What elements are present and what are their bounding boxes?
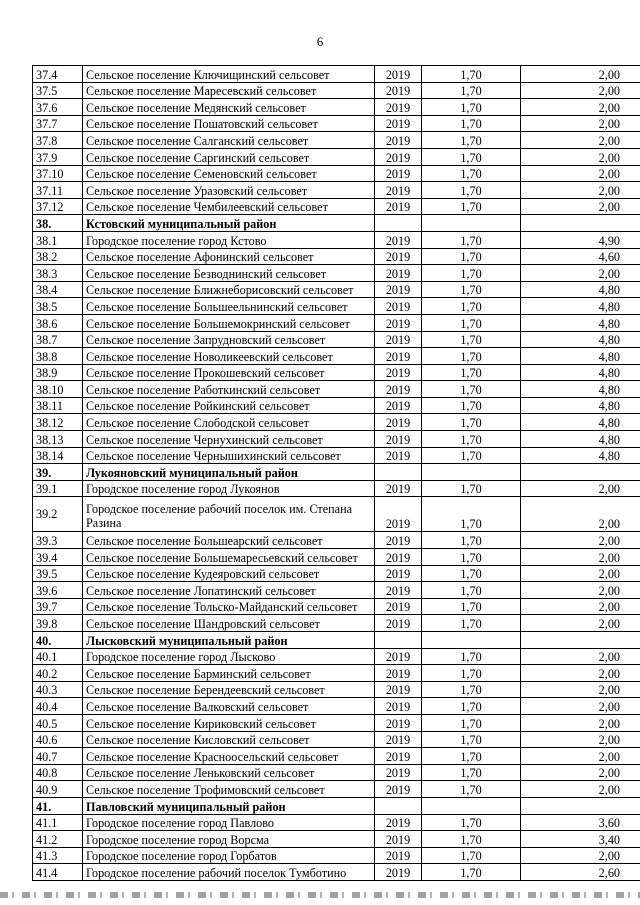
row-number: 37.7 <box>33 115 83 132</box>
row-number: 41.4 <box>33 864 83 881</box>
page-number: 6 <box>316 34 324 49</box>
table-row <box>33 182 640 199</box>
value-a-cell: 1,70 <box>422 99 521 116</box>
settlement-name: Сельское поселение Ближнеборисовский сельсовет <box>83 281 375 298</box>
row-number: 39. <box>33 464 83 481</box>
value-a-cell: 1,70 <box>422 864 521 881</box>
value-a-cell: 1,70 <box>422 665 521 682</box>
value-a-cell <box>422 464 521 481</box>
table-row <box>33 864 640 881</box>
year-cell: 2019 <box>375 314 422 331</box>
settlement-name: Сельское поселение Большеарский сельсовет <box>83 532 375 549</box>
settlement-name: Сельское поселение Семеновский сельсовет <box>83 165 375 182</box>
table-row <box>33 447 640 464</box>
row-number: 37.12 <box>33 198 83 215</box>
year-cell: 2019 <box>375 115 422 132</box>
table-row <box>33 265 640 282</box>
table-row <box>33 132 640 149</box>
value-b-cell: 4,80 <box>521 314 640 331</box>
row-number: 38.9 <box>33 364 83 381</box>
row-number: 39.1 <box>33 480 83 497</box>
settlement-name: Лукояновский муниципальный район <box>83 464 375 481</box>
table-row <box>33 598 640 615</box>
year-cell: 2019 <box>375 132 422 149</box>
value-a-cell: 1,70 <box>422 115 521 132</box>
year-cell: 2019 <box>375 648 422 665</box>
value-b-cell: 2,00 <box>521 480 640 497</box>
table-row <box>33 231 640 248</box>
year-cell: 2019 <box>375 714 422 731</box>
value-a-cell: 1,70 <box>422 698 521 715</box>
value-b-cell: 2,00 <box>521 165 640 182</box>
table-row <box>33 648 640 665</box>
value-a-cell: 1,70 <box>422 397 521 414</box>
value-b-cell: 2,00 <box>521 82 640 99</box>
settlement-name: Сельское поселение Красноосельский сельсовет <box>83 748 375 765</box>
year-cell: 2019 <box>375 381 422 398</box>
row-number: 40.8 <box>33 764 83 781</box>
value-b-cell: 4,80 <box>521 381 640 398</box>
value-a-cell: 1,70 <box>422 265 521 282</box>
value-a-cell: 1,70 <box>422 447 521 464</box>
settlement-name: Сельское поселение Новоликеевский сельсовет <box>83 348 375 365</box>
value-a-cell: 1,70 <box>422 66 521 83</box>
settlement-name: Сельское поселение Лопатинский сельсовет <box>83 582 375 599</box>
value-b-cell: 2,00 <box>521 99 640 116</box>
row-number: 40.3 <box>33 681 83 698</box>
district-row <box>33 215 640 232</box>
settlement-name: Сельское поселение Шандровский сельсовет <box>83 615 375 632</box>
scan-artifact <box>0 892 640 898</box>
row-number: 39.4 <box>33 549 83 566</box>
row-number: 40. <box>33 632 83 649</box>
table-row <box>33 314 640 331</box>
table-row <box>33 681 640 698</box>
row-number: 40.6 <box>33 731 83 748</box>
value-b-cell: 2,00 <box>521 66 640 83</box>
settlement-name: Сельское поселение Чернышихинский сельсовет <box>83 447 375 464</box>
value-b-cell: 2,00 <box>521 532 640 549</box>
value-b-cell: 4,80 <box>521 364 640 381</box>
value-b-cell: 2,00 <box>521 598 640 615</box>
row-number: 38.4 <box>33 281 83 298</box>
value-a-cell <box>422 215 521 232</box>
settlement-name: Сельское поселение Пошатовский сельсовет <box>83 115 375 132</box>
settlement-name: Сельское поселение Кириковский сельсовет <box>83 714 375 731</box>
settlement-name: Сельское поселение Валковский сельсовет <box>83 698 375 715</box>
value-a-cell: 1,70 <box>422 847 521 864</box>
value-a-cell: 1,70 <box>422 497 521 532</box>
value-a-cell: 1,70 <box>422 248 521 265</box>
year-cell: 2019 <box>375 781 422 798</box>
value-b-cell <box>521 215 640 232</box>
value-b-cell: 4,80 <box>521 331 640 348</box>
year-cell: 2019 <box>375 731 422 748</box>
table-row <box>33 414 640 431</box>
value-a-cell: 1,70 <box>422 314 521 331</box>
table-row <box>33 66 640 83</box>
row-number: 39.6 <box>33 582 83 599</box>
row-number: 40.1 <box>33 648 83 665</box>
year-cell: 2019 <box>375 480 422 497</box>
table-row <box>33 698 640 715</box>
value-a-cell <box>422 797 521 814</box>
year-cell: 2019 <box>375 198 422 215</box>
year-cell: 2019 <box>375 182 422 199</box>
settlement-name: Городское поселение рабочий поселок им. Степана Разина <box>83 497 375 532</box>
value-a-cell: 1,70 <box>422 648 521 665</box>
year-cell: 2019 <box>375 364 422 381</box>
value-a-cell: 1,70 <box>422 681 521 698</box>
settlement-name: Сельское поселение Ключищинский сельсовет <box>83 66 375 83</box>
year-cell: 2019 <box>375 431 422 448</box>
row-number: 39.8 <box>33 615 83 632</box>
settlement-name: Сельское поселение Медянский сельсовет <box>83 99 375 116</box>
settlement-name: Павловский муниципальный район <box>83 797 375 814</box>
settlement-name: Сельское поселение Леньковский сельсовет <box>83 764 375 781</box>
value-b-cell: 3,60 <box>521 814 640 831</box>
settlement-name: Сельское поселение Саргинский сельсовет <box>83 148 375 165</box>
value-b-cell: 2,00 <box>521 748 640 765</box>
row-number: 38.7 <box>33 331 83 348</box>
settlement-name: Сельское поселение Кудеяровский сельсовет <box>83 565 375 582</box>
value-b-cell: 2,00 <box>521 665 640 682</box>
settlement-name: Сельское поселение Кисловский сельсовет <box>83 731 375 748</box>
year-cell <box>375 797 422 814</box>
row-number: 38.10 <box>33 381 83 398</box>
value-b-cell: 4,60 <box>521 248 640 265</box>
table-row <box>33 298 640 315</box>
value-b-cell: 2,00 <box>521 148 640 165</box>
year-cell: 2019 <box>375 665 422 682</box>
value-a-cell: 1,70 <box>422 231 521 248</box>
row-number: 37.10 <box>33 165 83 182</box>
year-cell: 2019 <box>375 165 422 182</box>
value-b-cell: 2,00 <box>521 714 640 731</box>
settlement-name: Сельское поселение Безводнинский сельсовет <box>83 265 375 282</box>
year-cell: 2019 <box>375 447 422 464</box>
value-b-cell: 2,00 <box>521 549 640 566</box>
settlement-name: Городское поселение город Лукоянов <box>83 480 375 497</box>
row-number: 40.2 <box>33 665 83 682</box>
table-row <box>33 731 640 748</box>
settlement-name: Сельское поселение Большемокринский сельсовет <box>83 314 375 331</box>
year-cell: 2019 <box>375 615 422 632</box>
year-cell: 2019 <box>375 598 422 615</box>
year-cell <box>375 464 422 481</box>
value-a-cell: 1,70 <box>422 414 521 431</box>
table-body <box>33 66 640 881</box>
year-cell <box>375 215 422 232</box>
table-row <box>33 565 640 582</box>
settlement-name: Кстовский муниципальный район <box>83 215 375 232</box>
year-cell: 2019 <box>375 265 422 282</box>
value-a-cell: 1,70 <box>422 165 521 182</box>
row-number: 37.8 <box>33 132 83 149</box>
row-number: 38.11 <box>33 397 83 414</box>
settlement-name: Сельское поселение Слободской сельсовет <box>83 414 375 431</box>
settlement-name: Сельское поселение Трофимовский сельсовет <box>83 781 375 798</box>
table-row <box>33 814 640 831</box>
year-cell: 2019 <box>375 698 422 715</box>
settlement-name: Сельское поселение Салганский сельсовет <box>83 132 375 149</box>
year-cell: 2019 <box>375 281 422 298</box>
value-b-cell: 4,80 <box>521 298 640 315</box>
value-b-cell: 4,80 <box>521 348 640 365</box>
row-number: 38.6 <box>33 314 83 331</box>
table-row <box>33 582 640 599</box>
value-b-cell: 2,00 <box>521 198 640 215</box>
table-row <box>33 665 640 682</box>
value-a-cell: 1,70 <box>422 598 521 615</box>
settlement-name: Сельское поселение Барминский сельсовет <box>83 665 375 682</box>
value-b-cell <box>521 797 640 814</box>
settlements-table <box>32 65 640 881</box>
value-a-cell: 1,70 <box>422 132 521 149</box>
value-b-cell <box>521 632 640 649</box>
row-number: 38. <box>33 215 83 232</box>
value-a-cell: 1,70 <box>422 565 521 582</box>
year-cell: 2019 <box>375 582 422 599</box>
table-row <box>33 781 640 798</box>
value-a-cell: 1,70 <box>422 348 521 365</box>
value-b-cell: 2,00 <box>521 582 640 599</box>
value-a-cell: 1,70 <box>422 764 521 781</box>
settlement-name: Лысковский муниципальный район <box>83 632 375 649</box>
row-number: 38.1 <box>33 231 83 248</box>
table-row <box>33 532 640 549</box>
value-a-cell <box>422 632 521 649</box>
row-number: 37.4 <box>33 66 83 83</box>
value-a-cell: 1,70 <box>422 381 521 398</box>
row-number: 39.2 <box>33 497 83 532</box>
row-number: 38.5 <box>33 298 83 315</box>
settlement-name: Сельское поселение Большемаресьевский сельсовет <box>83 549 375 566</box>
value-a-cell: 1,70 <box>422 281 521 298</box>
value-b-cell: 2,60 <box>521 864 640 881</box>
row-number: 39.5 <box>33 565 83 582</box>
table-row <box>33 331 640 348</box>
settlement-name: Сельское поселение Прокошевский сельсовет <box>83 364 375 381</box>
value-b-cell: 2,00 <box>521 132 640 149</box>
table-row <box>33 431 640 448</box>
settlement-name: Сельское поселение Афонинский сельсовет <box>83 248 375 265</box>
row-number: 40.7 <box>33 748 83 765</box>
value-a-cell: 1,70 <box>422 714 521 731</box>
value-b-cell: 3,40 <box>521 831 640 848</box>
year-cell: 2019 <box>375 681 422 698</box>
row-number: 41. <box>33 797 83 814</box>
value-b-cell: 4,80 <box>521 281 640 298</box>
row-number: 40.9 <box>33 781 83 798</box>
table-row <box>33 198 640 215</box>
year-cell: 2019 <box>375 864 422 881</box>
settlement-name: Сельское поселение Чернухинский сельсовет <box>83 431 375 448</box>
row-number: 38.14 <box>33 447 83 464</box>
table-row <box>33 764 640 781</box>
table-row <box>33 364 640 381</box>
value-b-cell: 4,80 <box>521 447 640 464</box>
year-cell: 2019 <box>375 298 422 315</box>
year-cell: 2019 <box>375 748 422 765</box>
row-number: 40.4 <box>33 698 83 715</box>
row-number: 37.5 <box>33 82 83 99</box>
settlement-name: Сельское поселение Тольско-Майданский сельсовет <box>83 598 375 615</box>
settlement-name: Сельское поселение Работкинский сельсовет <box>83 381 375 398</box>
settlement-name: Сельское поселение Большеельнинский сельсовет <box>83 298 375 315</box>
year-cell: 2019 <box>375 532 422 549</box>
table-row <box>33 165 640 182</box>
value-b-cell: 2,00 <box>521 182 640 199</box>
value-a-cell: 1,70 <box>422 198 521 215</box>
row-number: 38.3 <box>33 265 83 282</box>
table-row <box>33 281 640 298</box>
value-a-cell: 1,70 <box>422 331 521 348</box>
table-row <box>33 397 640 414</box>
year-cell: 2019 <box>375 549 422 566</box>
value-a-cell: 1,70 <box>422 364 521 381</box>
table-row <box>33 549 640 566</box>
year-cell: 2019 <box>375 331 422 348</box>
row-number: 37.11 <box>33 182 83 199</box>
district-row <box>33 632 640 649</box>
value-a-cell: 1,70 <box>422 781 521 798</box>
value-b-cell: 4,80 <box>521 397 640 414</box>
row-number: 38.8 <box>33 348 83 365</box>
value-a-cell: 1,70 <box>422 748 521 765</box>
table-row <box>33 615 640 632</box>
year-cell: 2019 <box>375 82 422 99</box>
settlement-name: Городское поселение город Горбатов <box>83 847 375 864</box>
row-number: 41.2 <box>33 831 83 848</box>
table-row <box>33 248 640 265</box>
row-number: 41.3 <box>33 847 83 864</box>
year-cell: 2019 <box>375 764 422 781</box>
value-b-cell: 2,00 <box>521 115 640 132</box>
value-b-cell: 2,00 <box>521 764 640 781</box>
value-a-cell: 1,70 <box>422 298 521 315</box>
value-b-cell: 4,80 <box>521 414 640 431</box>
value-a-cell: 1,70 <box>422 831 521 848</box>
row-number: 40.5 <box>33 714 83 731</box>
value-a-cell: 1,70 <box>422 814 521 831</box>
row-number: 37.9 <box>33 148 83 165</box>
year-cell: 2019 <box>375 248 422 265</box>
year-cell: 2019 <box>375 565 422 582</box>
row-number: 39.7 <box>33 598 83 615</box>
settlement-name: Сельское поселение Чембилеевский сельсовет <box>83 198 375 215</box>
settlement-name: Городское поселение город Ворсма <box>83 831 375 848</box>
settlement-name: Городское поселение рабочий поселок Тумботино <box>83 864 375 881</box>
table-row <box>33 480 640 497</box>
settlement-name: Городское поселение город Кстово <box>83 231 375 248</box>
value-a-cell: 1,70 <box>422 431 521 448</box>
value-b-cell <box>521 464 640 481</box>
year-cell: 2019 <box>375 231 422 248</box>
value-b-cell: 2,00 <box>521 265 640 282</box>
table-row <box>33 99 640 116</box>
row-number: 37.6 <box>33 99 83 116</box>
table-row <box>33 348 640 365</box>
settlement-name: Городское поселение город Павлово <box>83 814 375 831</box>
year-cell: 2019 <box>375 99 422 116</box>
year-cell: 2019 <box>375 414 422 431</box>
table-row <box>33 847 640 864</box>
year-cell: 2019 <box>375 397 422 414</box>
value-a-cell: 1,70 <box>422 182 521 199</box>
row-number: 38.12 <box>33 414 83 431</box>
value-b-cell: 2,00 <box>521 565 640 582</box>
year-cell <box>375 632 422 649</box>
value-b-cell: 4,90 <box>521 231 640 248</box>
table-row <box>33 381 640 398</box>
settlement-name: Сельское поселение Берендеевский сельсовет <box>83 681 375 698</box>
year-cell: 2019 <box>375 847 422 864</box>
table-row <box>33 148 640 165</box>
settlement-name: Сельское поселение Ройкинский сельсовет <box>83 397 375 414</box>
table-row <box>33 748 640 765</box>
year-cell: 2019 <box>375 831 422 848</box>
value-b-cell: 2,00 <box>521 497 640 532</box>
table-row <box>33 82 640 99</box>
value-a-cell: 1,70 <box>422 731 521 748</box>
settlement-name: Сельское поселение Маресевский сельсовет <box>83 82 375 99</box>
district-row <box>33 464 640 481</box>
row-number: 39.3 <box>33 532 83 549</box>
settlement-name: Сельское поселение Запрудновский сельсовет <box>83 331 375 348</box>
row-number: 38.2 <box>33 248 83 265</box>
value-b-cell: 2,00 <box>521 781 640 798</box>
value-a-cell: 1,70 <box>422 148 521 165</box>
year-cell: 2019 <box>375 148 422 165</box>
value-b-cell: 2,00 <box>521 847 640 864</box>
year-cell: 2019 <box>375 497 422 532</box>
table-row <box>33 497 640 532</box>
settlement-name: Сельское поселение Уразовский сельсовет <box>83 182 375 199</box>
table-row <box>33 714 640 731</box>
settlement-name: Городское поселение город Лысково <box>83 648 375 665</box>
value-a-cell: 1,70 <box>422 82 521 99</box>
value-b-cell: 4,80 <box>521 431 640 448</box>
row-number: 41.1 <box>33 814 83 831</box>
year-cell: 2019 <box>375 814 422 831</box>
value-a-cell: 1,70 <box>422 582 521 599</box>
value-a-cell: 1,70 <box>422 480 521 497</box>
table-row <box>33 115 640 132</box>
value-b-cell: 2,00 <box>521 615 640 632</box>
value-a-cell: 1,70 <box>422 615 521 632</box>
year-cell: 2019 <box>375 348 422 365</box>
value-b-cell: 2,00 <box>521 731 640 748</box>
value-b-cell: 2,00 <box>521 681 640 698</box>
district-row <box>33 797 640 814</box>
row-number: 38.13 <box>33 431 83 448</box>
value-a-cell: 1,70 <box>422 532 521 549</box>
table-row <box>33 831 640 848</box>
value-a-cell: 1,70 <box>422 549 521 566</box>
year-cell: 2019 <box>375 66 422 83</box>
value-b-cell: 2,00 <box>521 698 640 715</box>
value-b-cell: 2,00 <box>521 648 640 665</box>
